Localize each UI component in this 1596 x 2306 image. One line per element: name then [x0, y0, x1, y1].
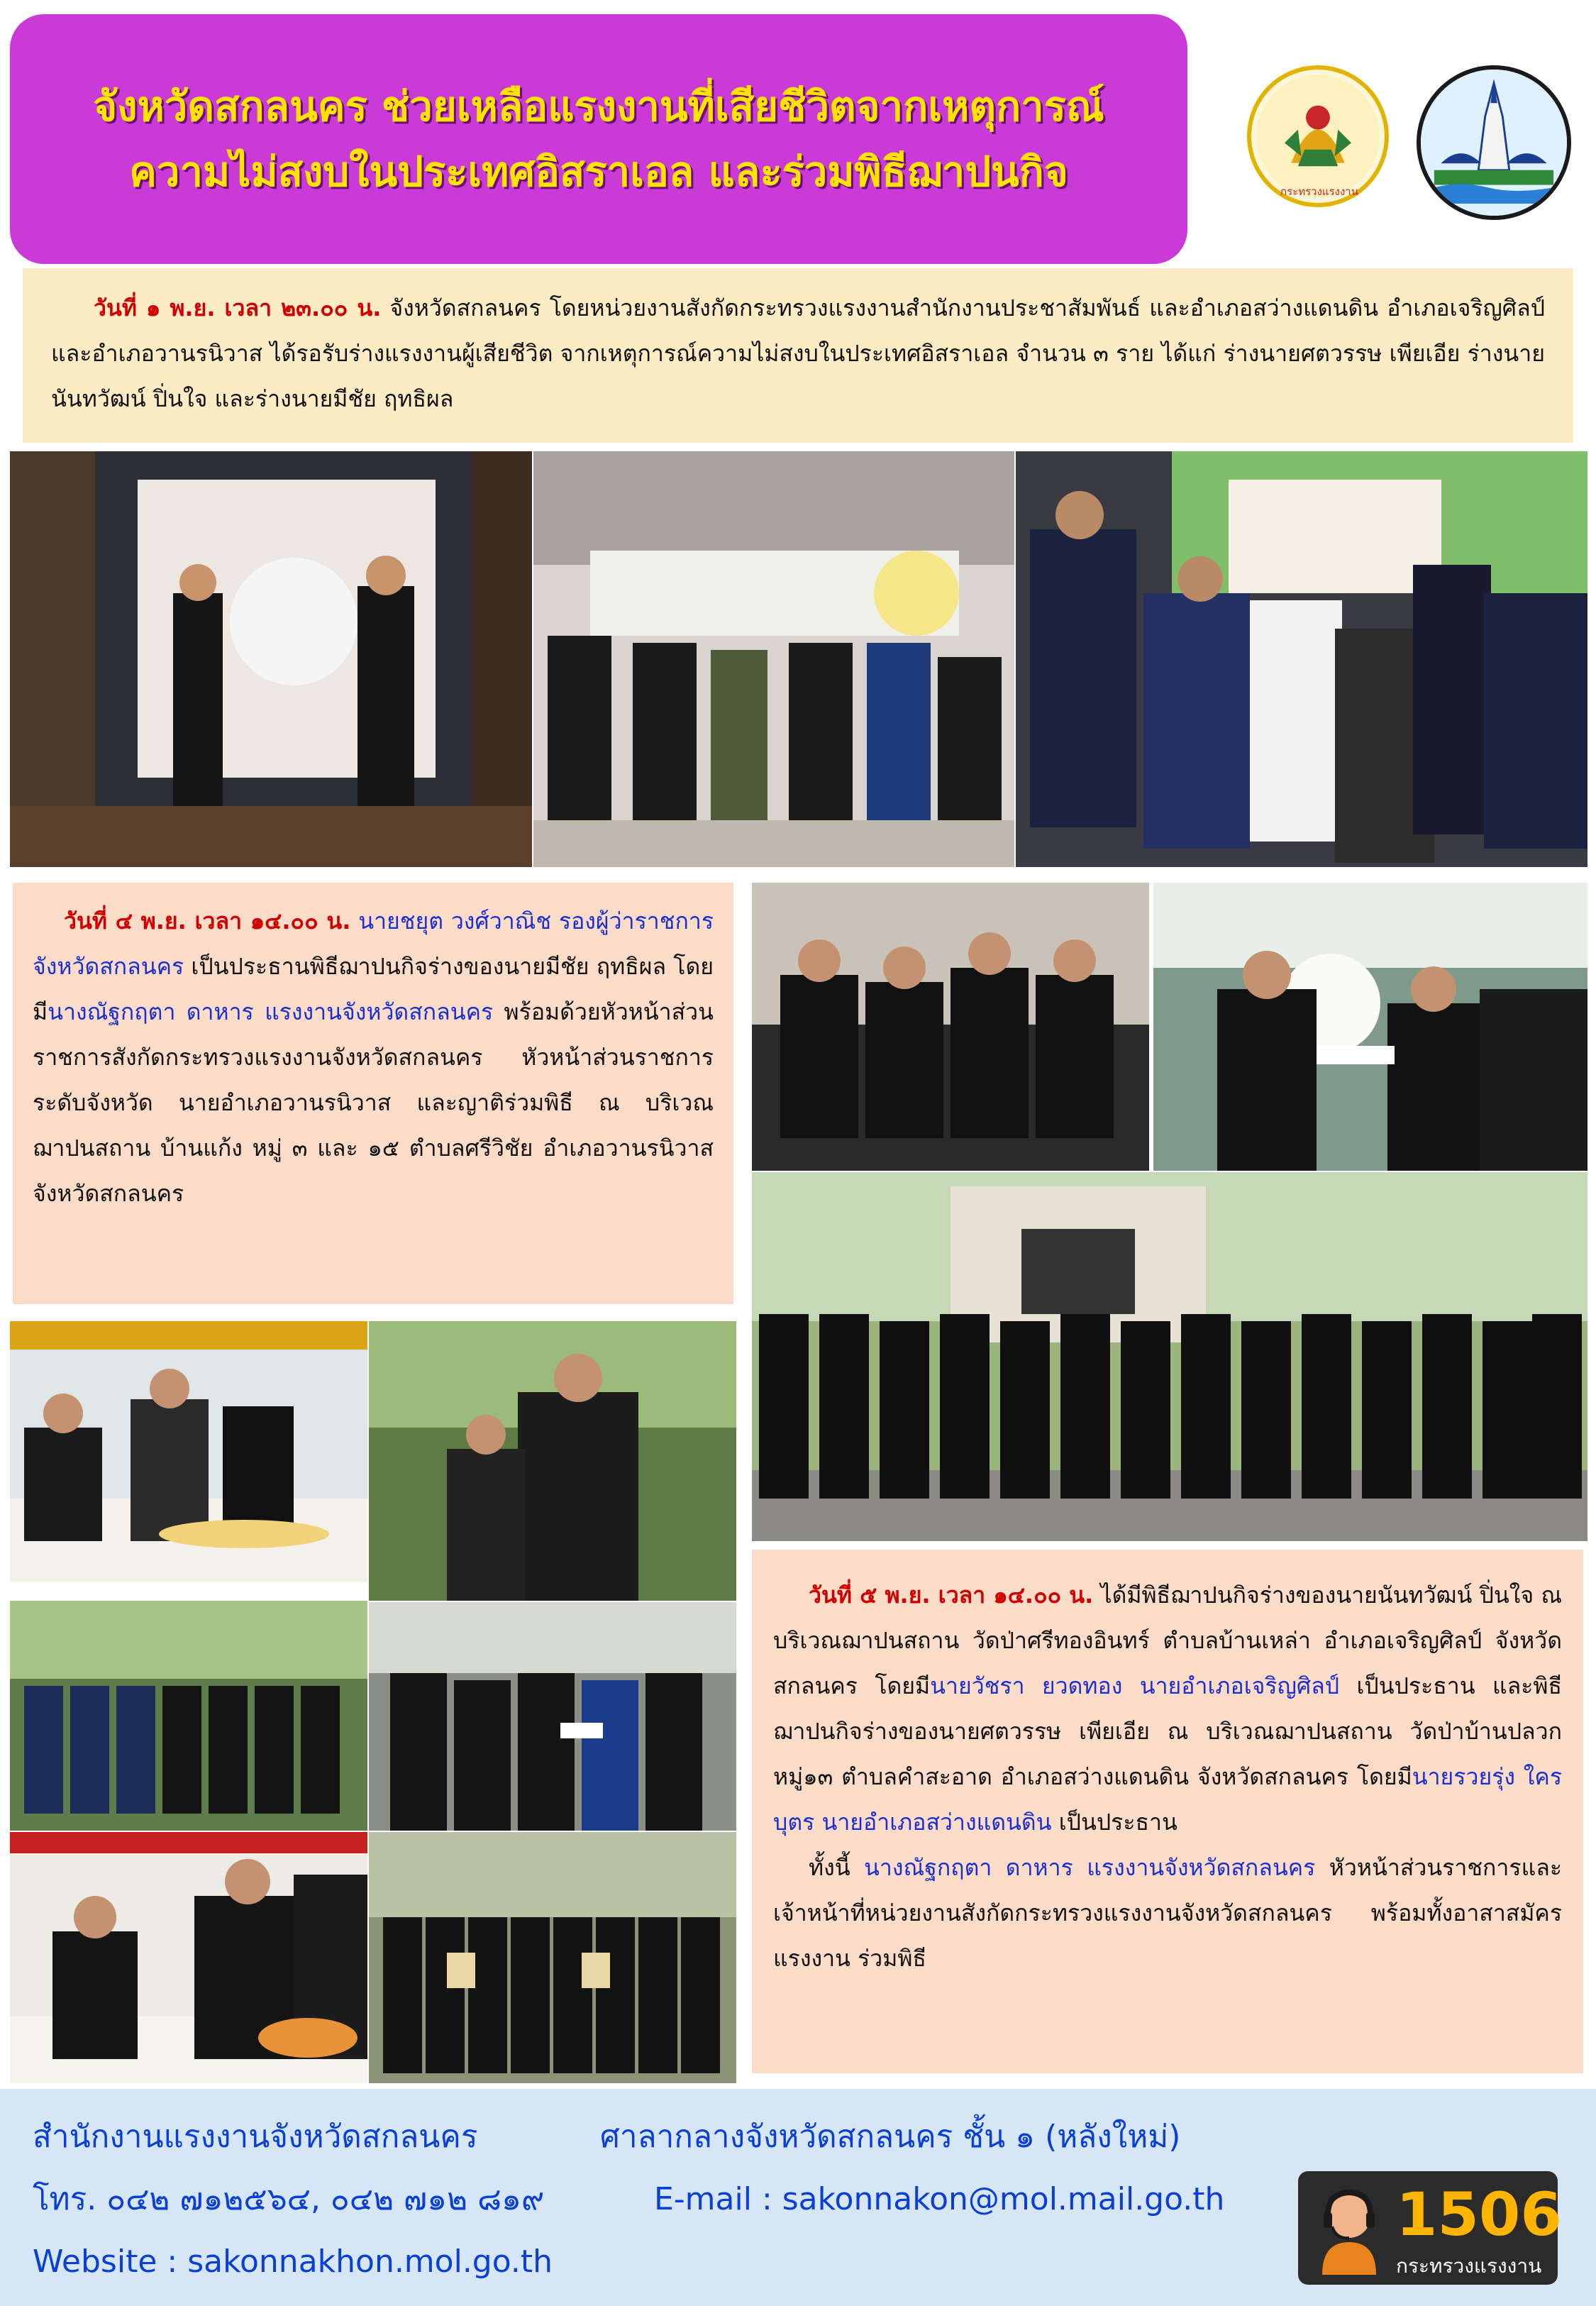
section-nov5-date: วันที่ ๕ พ.ย. เวลา ๑๔.๐๐ น.: [809, 1582, 1094, 1609]
section-nov1-text: [23, 268, 1573, 443]
call-center-icon: [1308, 2181, 1390, 2275]
headline-line-2: ความไม่สงบในประเทศอิสราเอล และร่วมพิธีฌาปนกิจ: [129, 148, 1068, 196]
footer-address: ศาลากลางจังหวัดสกลนคร ชั้น ๑ (หลังใหม่): [600, 2119, 1181, 2155]
section-nov4-body-1: เป็นประธานพิธีฌาปนกิจร่างของนายมีชัย ฤทธิผล โดยมี: [33, 953, 714, 1025]
photo-offering-ceremony-2: [10, 1832, 367, 2083]
section-nov5-body-3: เป็นประธาน: [1051, 1809, 1177, 1836]
provincial-labour-officer: นางณัฐกฤตา ดาหาร แรงงานจังหวัดสกลนคร: [864, 1854, 1316, 1881]
footer-website: Website : sakonnakhon.mol.go.th: [33, 2244, 553, 2280]
section-nov1-body: จังหวัดสกลนคร โดยหน่วยงานสังกัดกระทรวงแรงงานสำนักงานประชาสัมพันธ์ และอำเภอสว่างแดนดิน อำเภอเจริญศิลป์ และอำเภอวานรนิวาส ได้รอรับร่างแรงงานผู้เสียชีวิต จากเหตุการณ์ความไม่สงบในประเทศอิสราเอล จำนวน ๓ ราย ได้แก่ ร่างนายศตวรรษ เพียเอีย ร่างนายนันทวัฒน์ ปิ่นใจ และร่างนายมีชัย ฤทธิผล: [51, 294, 1545, 412]
section-nov4-body-2: พร้อมด้วยหัวหน้าส่วนราชการสังกัดกระทรวงแรงงานจังหวัดสกลนคร หัวหน้าส่วนราชการระดับจังหวัด นายอำเภอวานรนิวาส และญาติร่วมพิธี ณ บริเวณฌาปนสถาน บ้านแก้ง หมู่ ๓ และ ๑๕ ตำบลศรีวิชัย อำเภอวานรนิวาส จังหวัดสกลนคร: [33, 998, 714, 1207]
footer-email: E-mail : sakonnakon@mol.mail.go.th: [654, 2181, 1225, 2217]
photo-wreath-ceremony: [10, 451, 532, 867]
photo-official-wai: [369, 1321, 736, 1601]
footer-phone: โทร. ๐๔๒ ๗๑๒๕๖๔, ๐๔๒ ๗๑๒ ๘๑๙: [33, 2181, 545, 2217]
hotline-label: กระทรวงแรงงาน: [1396, 2254, 1542, 2278]
photo-offering-ceremony-1: [10, 1321, 367, 1582]
photo-group-photo-3: [369, 1602, 736, 1831]
district-chief-charoen-sin: นายวัชรา ยวดทอง นายอำเภอเจริญศิลป์: [930, 1672, 1340, 1699]
section-nov5-body-2: เป็นประธาน และพิธีฌาปนกิจร่างของนายศตวรรษ เพียเอีย ณ บริเวณฌาปนสถาน วัดป่าบ้านปลวก หมู่๑๓ ตำบลคำสะอาด อำเภอสว่างแดนดิน จังหวัดสกลนคร โดยมี: [773, 1672, 1563, 1790]
hotline-badge: [1298, 2171, 1562, 2285]
section-nov5-body-1: ได้มีพิธีฌาปนกิจร่างของนายนันทวัฒน์ ปิ่นใจ ณ บริเวณฌาปนสถาน วัดป่าศรีทองอินทร์ ตำบลบ้านเหล่า อำเภอเจริญศิลป์ จังหวัดสกลนคร โดยมี: [773, 1582, 1563, 1699]
labour-officer-name: นางณัฐกฤตา ดาหาร แรงงานจังหวัดสกลนคร: [48, 998, 494, 1025]
photo-officials-praying: [752, 883, 1149, 1171]
sakon-nakhon-province-seal: [1417, 65, 1571, 220]
photo-group-photo-2: [10, 1601, 367, 1831]
section-nov5-body-4: ทั้งนี้: [809, 1854, 865, 1881]
photo-group-at-crematorium: [752, 1172, 1587, 1541]
hotline-number: 1506: [1396, 2180, 1562, 2249]
photo-family-visit: [1016, 451, 1587, 867]
headline-banner: [10, 14, 1187, 264]
district-chief-sawang-daen-din: นายรวยรุ่ง ใครบุตร นายอำเภอสว่างแดนดิน: [773, 1763, 1563, 1836]
section-nov5-text: [752, 1550, 1583, 2073]
logo-caption: กระทรวงแรงงาน: [1280, 185, 1358, 198]
chairperson-name: นายชยุต วงศ์วาณิช รองผู้ว่าราชการจังหวัดสกลนคร: [33, 907, 714, 980]
headline-line-1: จังหวัดสกลนคร ช่วยเหลือแรงงานที่เสียชีวิตจากเหตุการณ์: [93, 82, 1104, 131]
footer-office: สำนักงานแรงงานจังหวัดสกลนคร: [33, 2119, 478, 2155]
section-nov5-body-5: หัวหน้าส่วนราชการและเจ้าหน้าที่หน่วยงานสังกัดกระทรวงแรงงานจังหวัดสกลนคร พร้อมทั้งอาสาสมัครแรงงาน ร่วมพิธี: [773, 1854, 1563, 1972]
section-nov1-date: วันที่ ๑ พ.ย. เวลา ๒๓.๐๐ น.: [94, 294, 382, 321]
section-nov4-date: วันที่ ๔ พ.ย. เวลา ๑๔.๐๐ น.: [64, 907, 351, 934]
photo-handing-envelope: [1153, 883, 1587, 1171]
photo-officials-seated: [533, 451, 1014, 867]
photo-relatives-with-portraits: [369, 1832, 736, 2083]
section-nov4-text: [13, 883, 733, 1304]
